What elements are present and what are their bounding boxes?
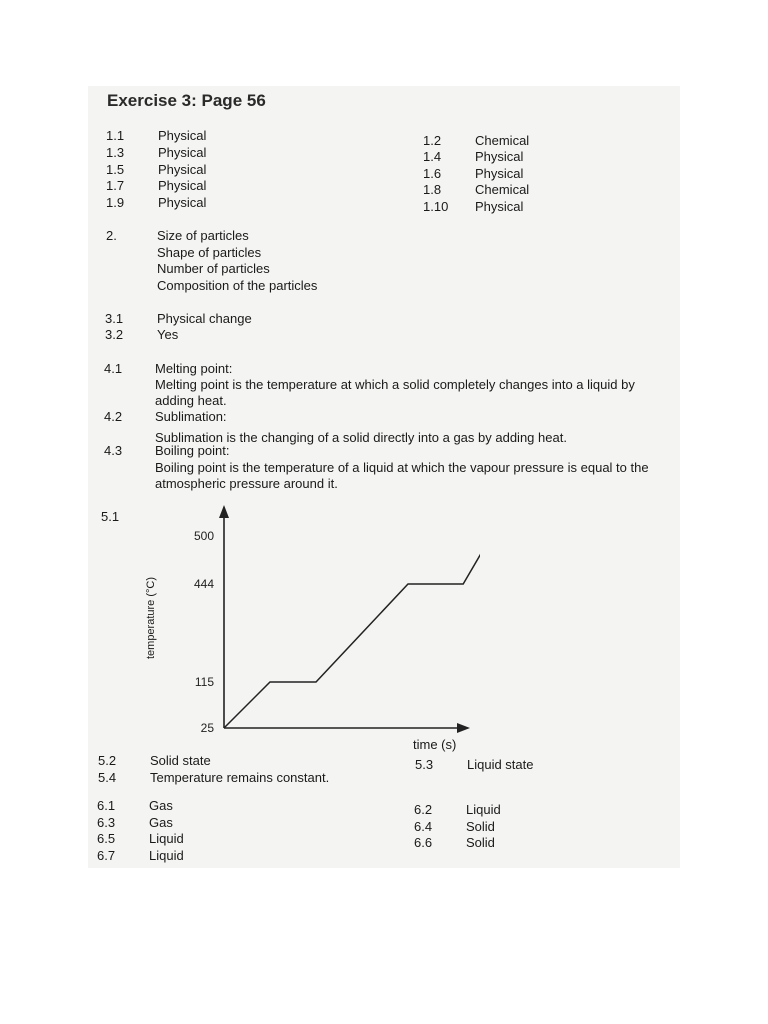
answer: Yes	[157, 327, 179, 342]
answer: Solid state	[150, 753, 211, 768]
y-tick-label: 115	[194, 675, 214, 689]
q-num: 4.1	[104, 361, 123, 376]
answer: Liquid	[149, 848, 184, 863]
temperature-time-graph	[140, 500, 480, 750]
definition: Boiling point is the temperature of a liquid at which the vapour pressure is equal to the atmospheric pressure around it.	[155, 460, 649, 491]
answer: Physical	[158, 162, 207, 177]
answer: Solid	[466, 835, 495, 850]
answer-line: Size of particles	[157, 228, 249, 243]
x-axis-label: time (s)	[413, 737, 457, 752]
y-axis-arrow	[219, 505, 229, 518]
q-num: 1.9	[106, 195, 125, 210]
answer: Chemical	[475, 133, 530, 148]
q-num: 6.4	[414, 819, 433, 834]
q-num: 1.10	[423, 199, 449, 214]
q-num: 1.3	[106, 145, 125, 160]
q-num: 1.8	[423, 182, 442, 197]
answer: Physical change	[157, 311, 252, 326]
answer: Physical	[158, 128, 207, 143]
answer: Solid	[466, 819, 495, 834]
term: Boiling point:	[155, 443, 230, 458]
answer: Liquid	[466, 802, 501, 817]
y-tick-label: 500	[193, 529, 214, 543]
answer: Chemical	[475, 182, 530, 197]
q-num: 5.4	[98, 770, 117, 785]
q-num: 1.2	[423, 133, 442, 148]
q-num: 4.3	[104, 443, 123, 458]
y-tick-label: 444	[193, 577, 214, 591]
y-axis-label: temperature (°C)	[145, 576, 158, 660]
q-num: 6.3	[97, 815, 116, 830]
q-num: 3.2	[105, 327, 124, 342]
q-num: 6.7	[97, 848, 116, 863]
q-num: 6.2	[414, 802, 433, 817]
q-num: 6.6	[414, 835, 433, 850]
answer: Physical	[475, 199, 524, 214]
answer: Liquid state	[467, 757, 534, 772]
q-num: 2.	[106, 228, 117, 243]
q-num: 1.7	[106, 178, 125, 193]
answer-line: Shape of particles	[157, 245, 262, 260]
page-title: Exercise 3: Page 56	[107, 91, 266, 110]
q-num: 5.2	[98, 753, 117, 768]
answer: Physical	[158, 195, 207, 210]
answer-line: Number of particles	[157, 261, 270, 276]
q-num: 3.1	[105, 311, 124, 326]
q-num: 1.1	[106, 128, 125, 143]
y-tick-label: 25	[200, 721, 214, 735]
q-num: 1.6	[423, 166, 442, 181]
term: Melting point:	[155, 361, 233, 376]
q-num: 5.3	[415, 757, 434, 772]
term: Sublimation:	[155, 409, 227, 424]
answer: Physical	[158, 145, 207, 160]
q-num: 1.4	[423, 149, 442, 164]
answer: Physical	[158, 178, 207, 193]
x-axis-arrow	[457, 723, 470, 733]
q-num: 5.1	[101, 509, 120, 524]
definition: Sublimation is the changing of a solid directly into a gas by adding heat.	[155, 430, 567, 445]
answer: Physical	[475, 166, 524, 181]
definition: Melting point is the temperature at which a solid completely changes into a liquid by adding heat.	[155, 377, 635, 408]
q-num: 1.5	[106, 162, 125, 177]
answer: Liquid	[149, 831, 184, 846]
answer: Gas	[149, 798, 173, 813]
answer: Gas	[149, 815, 173, 830]
q-num: 6.5	[97, 831, 116, 846]
answer-line: Composition of the particles	[157, 278, 318, 293]
answer: Temperature remains constant.	[150, 770, 330, 785]
q-num: 4.2	[104, 409, 123, 424]
answer: Physical	[475, 149, 524, 164]
heating-curve	[224, 545, 480, 728]
q-num: 6.1	[97, 798, 116, 813]
